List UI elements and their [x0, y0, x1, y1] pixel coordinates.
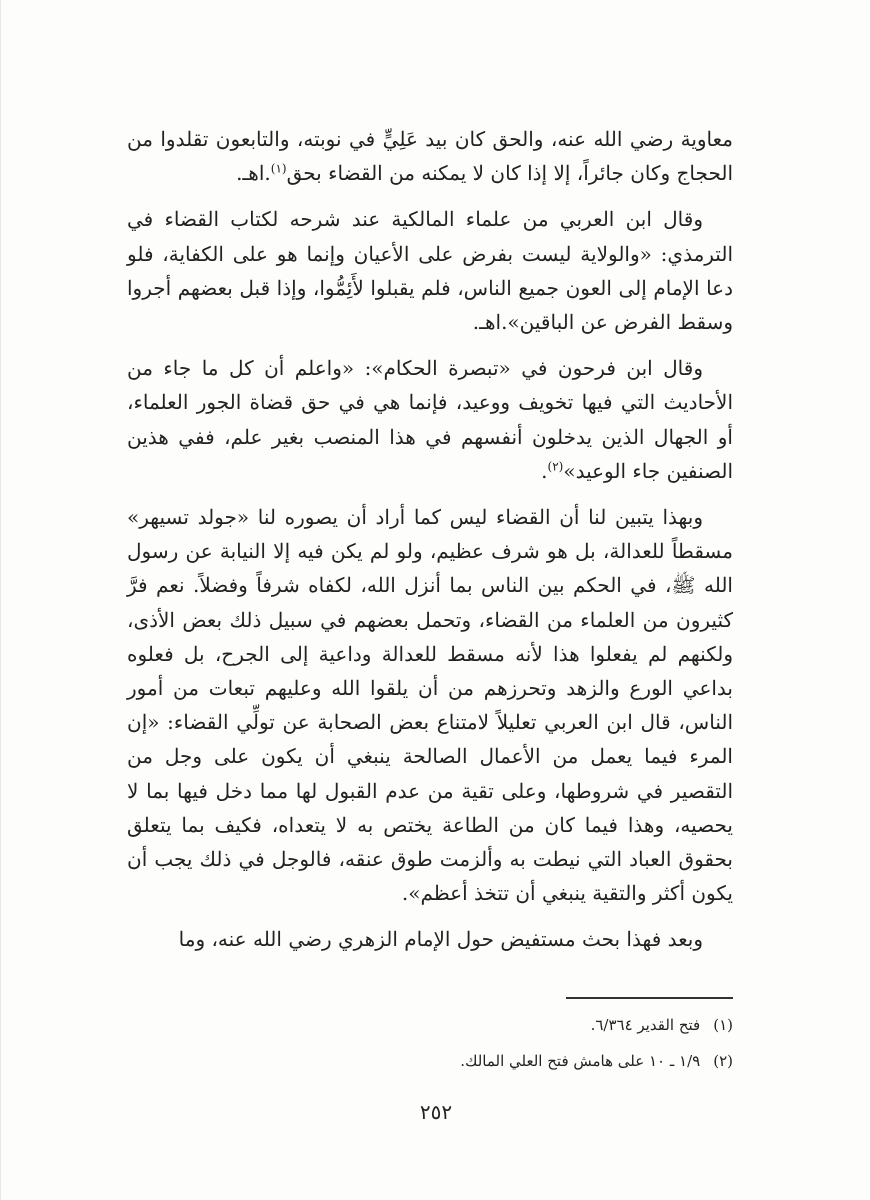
paragraph-text: وبهذا يتبين لنا أن القضاء ليس كما أراد أن يصوره لنا «جولد تسيهر» مسقطاً للعدالة، بل هو شرف عظيم، ولو لم يكن فيه إلا النيابة عن رسول الله ﷺ، في الحكم بين الناس بما أنزل الله، لكفاه شرفاً وفضلاً. نعم فرَّ كثيرون من العلماء من القضاء، وتحمل بعضهم في سبيل ذلك بعض الأذى، ولكنهم لم يفعلوا هذا لأنه مسقط للعدالة وداعية إلى الجرح، بل فعلوه بداعي الورع والزهد وتحرزهم من أن يلقوا الله وعليهم تبعات من أمور الناس، قال ابن العربي تعليلاً لامتناع بعض الصحابة عن تولِّي القضاء: «إن المرء فيما يعمل من الأعمال الصالحة ينبغي أن يكون على وجل من التقصير في شروطها، وعلى تقية من عدم القبول لها مما دخل فيها بما لا يحصيه، وهذا فيما كان من الطاعة يختص به لا يتعداه، فكيف بما يتعلق بحقوق العباد التي نيطت به وألزمت طوق عنقه، فالوجل في ذلك يجب أن يكون أكثر والتقية ينبغي أن تتخذ أعظم». — [127, 505, 733, 906]
paragraph-text: .اهـ. — [236, 161, 271, 186]
footnote — [127, 1049, 733, 1073]
main-text — [127, 122, 733, 969]
footnote-reference: (٢) — [547, 459, 564, 474]
footnote-text: ١/٩ ـ ١٠ على هامش فتح العلي المالك. — [460, 1052, 701, 1070]
paragraph-text: وبعد فهذا بحث مستفيض حول الإمام الزهري رضي الله عنه، وما — [178, 927, 703, 952]
paragraph — [127, 351, 733, 488]
paragraph — [127, 922, 733, 956]
paragraph-text: معاوية رضي الله عنه، والحق كان بيد عَلِيٍّ في نوبته، والتابعون تقلدوا من الحجاج وكان جائراً، إلا إذا كان لا يمكنه من القضاء بحق — [127, 127, 733, 186]
paragraph-text: وقال ابن العربي من علماء المالكية عند شرحه لكتاب القضاء في الترمذي: «والولاية ليست بفرض على الأعيان وإنما هو على الكفاية، فلو دعا الإمام إلى العون جميع الناس، فلم يقبلوا لأَئِمُّوا، وإذا قبل بعضهم أجروا وسقط الفرض عن الباقين».اهـ. — [127, 207, 733, 335]
paragraph — [127, 500, 733, 910]
paragraph-text: وقال ابن فرحون في «تبصرة الحكام»: «واعلم أن كل ما جاء من الأحاديث التي فيها تخويف ووعيد، فإنما هي في حق قضاة الجور العلماء، أو الجهال الذين يدخلون أنفسهم في هذا المنصب بغير علم، ففي هذين الصنفين جاء الوعيد» — [127, 356, 733, 483]
page-number: ٢٥٢ — [419, 1100, 453, 1124]
paragraph — [127, 122, 733, 190]
footnote-text: فتح القدير ٦/٣٦٤. — [590, 1016, 701, 1034]
footnote-separator — [566, 997, 733, 999]
footnote — [127, 1013, 733, 1037]
footnote-number: (٢) — [713, 1052, 733, 1070]
footnote-number: (١) — [713, 1016, 733, 1034]
footnote-reference: (١) — [270, 161, 287, 176]
paragraph-text: . — [541, 458, 548, 483]
footnotes-section — [127, 1013, 733, 1085]
paragraph — [127, 202, 733, 339]
